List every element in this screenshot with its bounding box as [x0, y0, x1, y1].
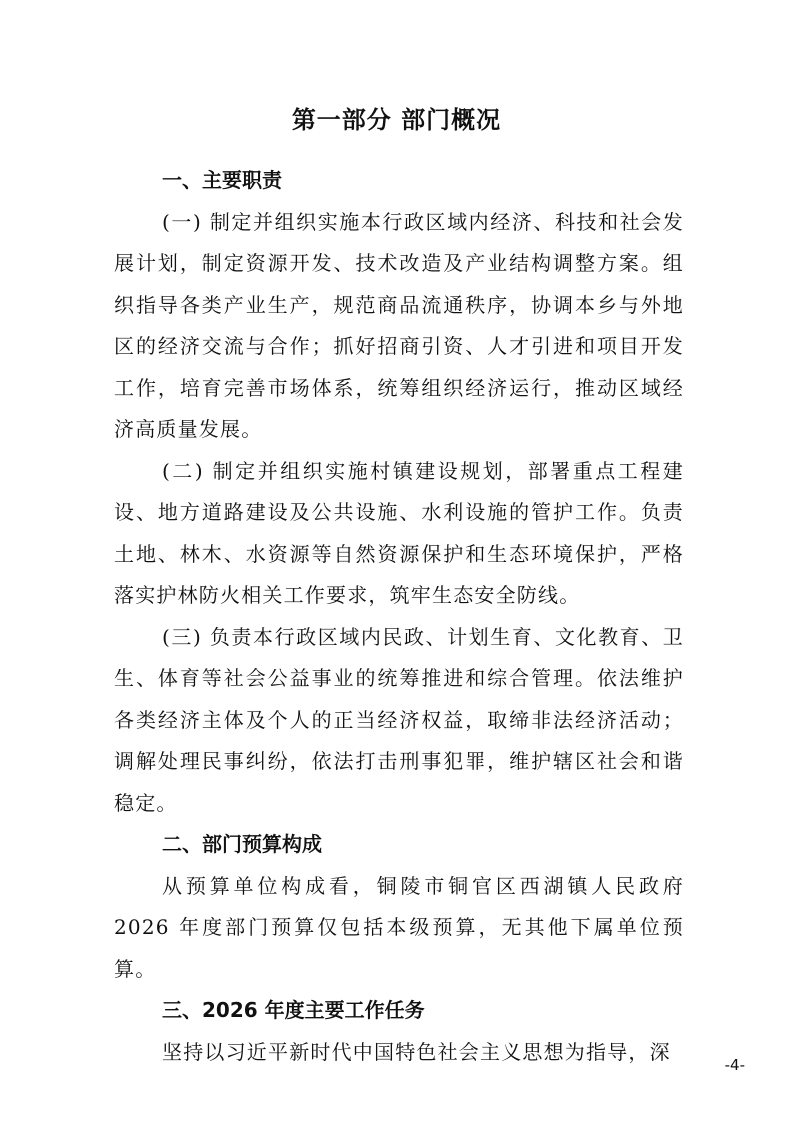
section-heading: 二、部门预算构成 [162, 832, 322, 856]
paragraph: (三) 负责本行政区域内民政、计划生育、文化教育、卫生、体育等社会公益事业的统筹推进和综合管理。依法维护各类经济主体及个人的正当经济权益，取缔非法经济活动；调解处理民事纠纷，依法打击刑事犯罪，维护辖区社会和谐稳定。 [114, 624, 684, 815]
section-heading: 三、2026 年度主要工作任务 [162, 998, 425, 1022]
document-body [114, 160, 684, 1073]
paragraph: (一) 制定并组织实施本行政区域内经济、科技和社会发展计划，制定资源开发、技术改造及产业结构调整方案。组织指导各类产业生产，规范商品流通秩序，协调本乡与外地区的经济交流与合作；抓好招商引资、人才引进和项目开发工作，培育完善市场体系，统筹组织经济运行，推动区域经济高质量发展。 [114, 209, 684, 441]
section-heading: 一、主要职责 [162, 168, 282, 192]
section-main-tasks [114, 990, 684, 1073]
section-main-duties [114, 160, 684, 824]
page-number: -4- [724, 1056, 745, 1074]
paragraph: 从预算单位构成看，铜陵市铜官区西湖镇人民政府 2026 年度部门预算仅包括本级预算，无其他下属单位预算。 [114, 873, 684, 981]
paragraph: 坚持以习近平新时代中国特色社会主义思想为指导，深 [162, 1039, 671, 1064]
page-title: 第一部分 部门概况 [291, 106, 502, 134]
paragraph: (二) 制定并组织实施村镇建设规划，部署重点工程建设、地方道路建设及公共设施、水利设施的管护工作。负责土地、林木、水资源等自然资源保护和生态环境保护，严格落实护林防火相关工作要求，筑牢生态安全防线。 [114, 458, 684, 607]
section-budget-composition [114, 824, 684, 990]
